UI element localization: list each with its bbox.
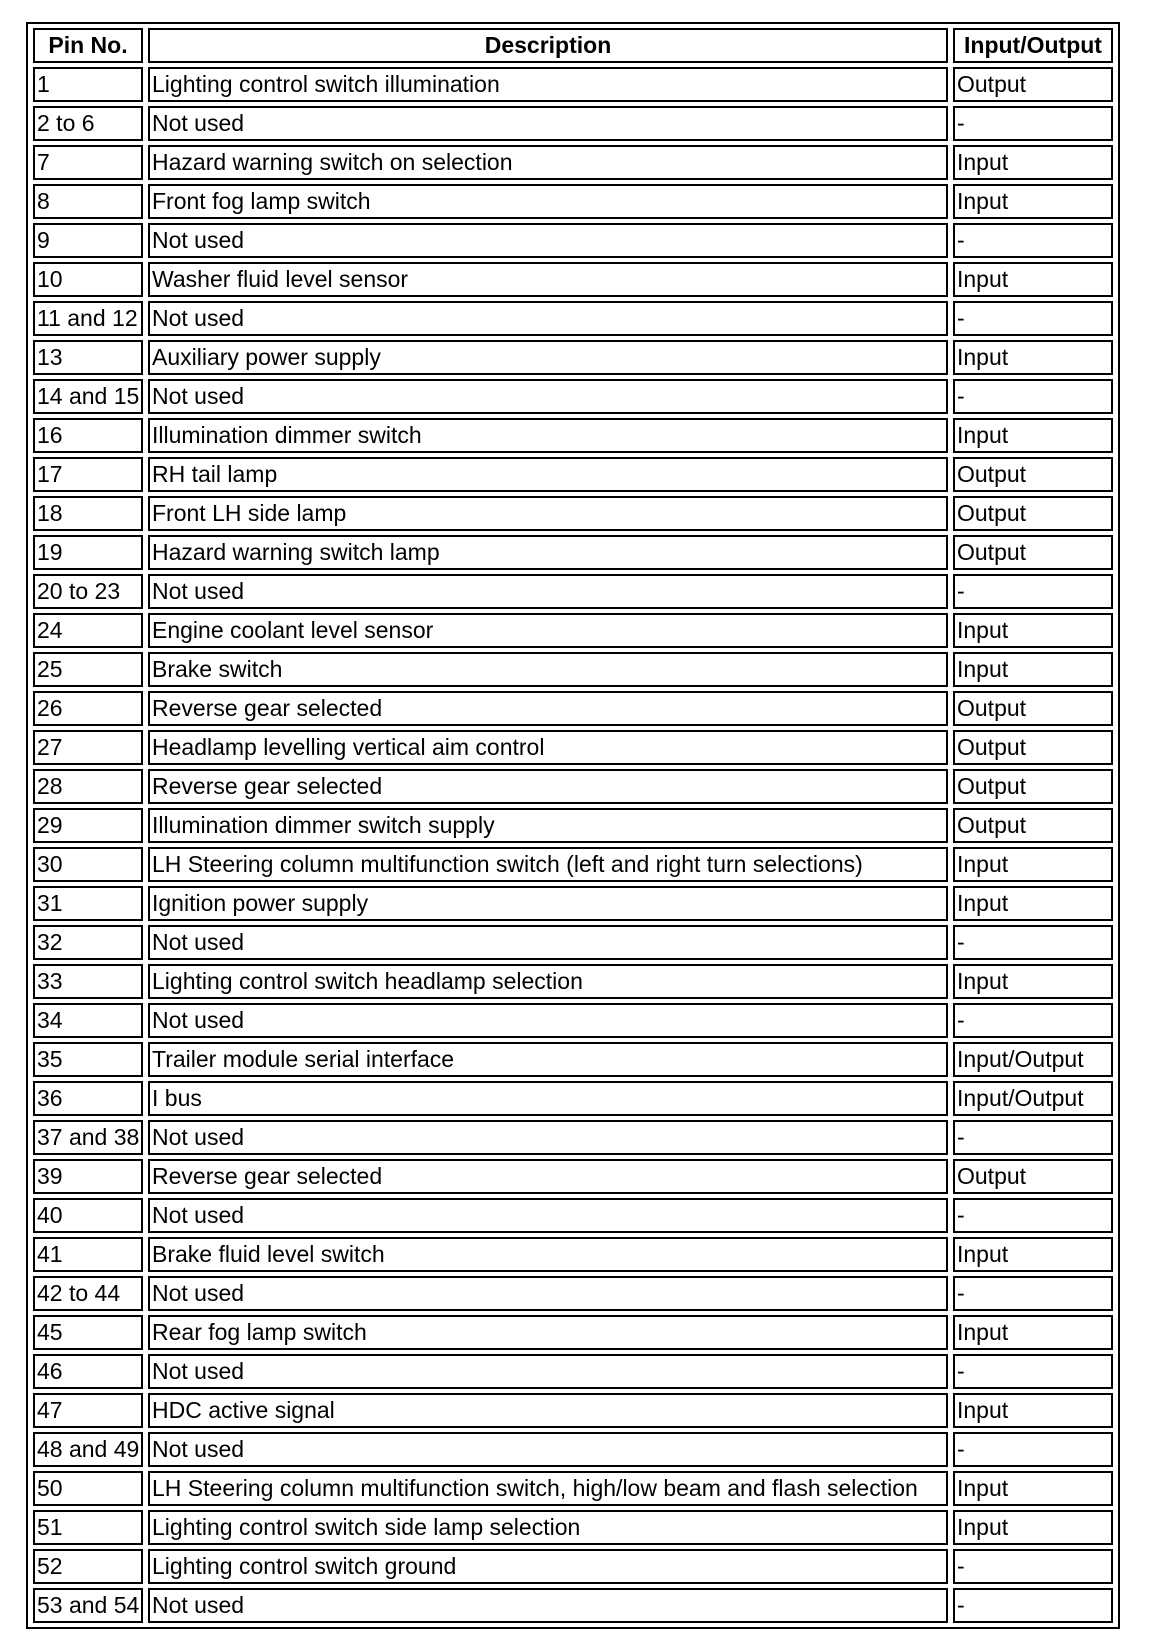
description-cell: Lighting control switch illumination [148, 67, 948, 102]
table-row [33, 106, 1113, 141]
pin-number-cell: 32 [33, 925, 143, 960]
table-row [33, 223, 1113, 258]
header-description: Description [148, 28, 948, 63]
description-cell: LH Steering column multifunction switch (left and right turn selections) [148, 847, 948, 882]
description-cell: Front fog lamp switch [148, 184, 948, 219]
table-row [33, 1003, 1113, 1038]
input-output-cell: Input/Output [953, 1042, 1113, 1077]
table-row [33, 184, 1113, 219]
pin-number-cell: 37 and 38 [33, 1120, 143, 1155]
pin-number-cell: 41 [33, 1237, 143, 1272]
input-output-cell: Input [953, 847, 1113, 882]
description-cell: Reverse gear selected [148, 769, 948, 804]
pin-number-cell: 39 [33, 1159, 143, 1194]
table-row [33, 613, 1113, 648]
pin-number-cell: 1 [33, 67, 143, 102]
pin-number-cell: 48 and 49 [33, 1432, 143, 1467]
input-output-cell: Output [953, 730, 1113, 765]
table-row [33, 1237, 1113, 1272]
input-output-cell: Input [953, 1510, 1113, 1545]
table-row [33, 808, 1113, 843]
input-output-cell: Output [953, 691, 1113, 726]
description-cell: Headlamp levelling vertical aim control [148, 730, 948, 765]
pin-number-cell: 45 [33, 1315, 143, 1350]
table-row [33, 691, 1113, 726]
pin-number-cell: 14 and 15 [33, 379, 143, 414]
pin-number-cell: 40 [33, 1198, 143, 1233]
description-cell: RH tail lamp [148, 457, 948, 492]
pin-number-cell: 7 [33, 145, 143, 180]
pin-number-cell: 28 [33, 769, 143, 804]
description-cell: Not used [148, 925, 948, 960]
table-row [33, 1354, 1113, 1389]
input-output-cell: Input [953, 964, 1113, 999]
table-row [33, 1042, 1113, 1077]
table-row [33, 1393, 1113, 1428]
table-row [33, 1120, 1113, 1155]
table-row [33, 145, 1113, 180]
pin-number-cell: 36 [33, 1081, 143, 1116]
table-row [33, 1471, 1113, 1506]
input-output-cell: Input/Output [953, 1081, 1113, 1116]
pin-number-cell: 16 [33, 418, 143, 453]
pin-number-cell: 50 [33, 1471, 143, 1506]
table-row [33, 301, 1113, 336]
table-row [33, 886, 1113, 921]
pin-number-cell: 8 [33, 184, 143, 219]
table-row [33, 535, 1113, 570]
input-output-cell: Output [953, 769, 1113, 804]
table-row [33, 262, 1113, 297]
input-output-cell: Output [953, 67, 1113, 102]
description-cell: Not used [148, 574, 948, 609]
input-output-cell: - [953, 574, 1113, 609]
input-output-cell: - [953, 1588, 1113, 1623]
input-output-cell: - [953, 925, 1113, 960]
description-cell: LH Steering column multifunction switch, high/low beam and flash selection [148, 1471, 948, 1506]
pin-number-cell: 20 to 23 [33, 574, 143, 609]
description-cell: Reverse gear selected [148, 691, 948, 726]
pin-number-cell: 13 [33, 340, 143, 375]
input-output-cell: - [953, 1003, 1113, 1038]
pin-number-cell: 2 to 6 [33, 106, 143, 141]
description-cell: Not used [148, 1276, 948, 1311]
input-output-cell: - [953, 1276, 1113, 1311]
pin-number-cell: 31 [33, 886, 143, 921]
input-output-cell: Input [953, 886, 1113, 921]
table-row [33, 1159, 1113, 1194]
description-cell: I bus [148, 1081, 948, 1116]
input-output-cell: Output [953, 496, 1113, 531]
table-row [33, 340, 1113, 375]
table-row [33, 769, 1113, 804]
input-output-cell: Input [953, 418, 1113, 453]
pin-number-cell: 42 to 44 [33, 1276, 143, 1311]
pin-table [26, 22, 1120, 1629]
description-cell: Not used [148, 301, 948, 336]
table-row [33, 379, 1113, 414]
description-cell: Not used [148, 1003, 948, 1038]
input-output-cell: - [953, 301, 1113, 336]
pin-number-cell: 9 [33, 223, 143, 258]
table-row [33, 1549, 1113, 1584]
table-body [33, 67, 1113, 1623]
description-cell: Auxiliary power supply [148, 340, 948, 375]
input-output-cell: Output [953, 1159, 1113, 1194]
table-row [33, 730, 1113, 765]
input-output-cell: Input [953, 613, 1113, 648]
input-output-cell: - [953, 379, 1113, 414]
description-cell: Not used [148, 379, 948, 414]
input-output-cell: - [953, 223, 1113, 258]
table-row [33, 1432, 1113, 1467]
input-output-cell: - [953, 1354, 1113, 1389]
table-row [33, 1315, 1113, 1350]
description-cell: Front LH side lamp [148, 496, 948, 531]
input-output-cell: Input [953, 262, 1113, 297]
pin-number-cell: 47 [33, 1393, 143, 1428]
pin-number-cell: 10 [33, 262, 143, 297]
input-output-cell: Input [953, 1315, 1113, 1350]
pin-number-cell: 34 [33, 1003, 143, 1038]
input-output-cell: Input [953, 184, 1113, 219]
pin-number-cell: 33 [33, 964, 143, 999]
table-row [33, 1588, 1113, 1623]
table-row [33, 652, 1113, 687]
table-row [33, 925, 1113, 960]
input-output-cell: Output [953, 808, 1113, 843]
table-row [33, 457, 1113, 492]
input-output-cell: Output [953, 457, 1113, 492]
pin-number-cell: 29 [33, 808, 143, 843]
description-cell: Brake switch [148, 652, 948, 687]
input-output-cell: - [953, 1432, 1113, 1467]
pin-number-cell: 26 [33, 691, 143, 726]
table-row [33, 1081, 1113, 1116]
description-cell: Not used [148, 106, 948, 141]
description-cell: Not used [148, 1588, 948, 1623]
input-output-cell: - [953, 1120, 1113, 1155]
input-output-cell: Output [953, 535, 1113, 570]
input-output-cell: - [953, 1198, 1113, 1233]
pin-number-cell: 19 [33, 535, 143, 570]
input-output-cell: Input [953, 145, 1113, 180]
header-pin-no: Pin No. [33, 28, 143, 63]
pin-number-cell: 11 and 12 [33, 301, 143, 336]
input-output-cell: Input [953, 652, 1113, 687]
table-row [33, 496, 1113, 531]
header-input-output: Input/Output [953, 28, 1113, 63]
description-cell: Hazard warning switch lamp [148, 535, 948, 570]
description-cell: Not used [148, 1354, 948, 1389]
pin-number-cell: 17 [33, 457, 143, 492]
pin-number-cell: 25 [33, 652, 143, 687]
description-cell: Trailer module serial interface [148, 1042, 948, 1077]
description-cell: Not used [148, 223, 948, 258]
input-output-cell: - [953, 1549, 1113, 1584]
description-cell: Not used [148, 1120, 948, 1155]
pin-number-cell: 35 [33, 1042, 143, 1077]
description-cell: HDC active signal [148, 1393, 948, 1428]
description-cell: Washer fluid level sensor [148, 262, 948, 297]
pin-number-cell: 51 [33, 1510, 143, 1545]
table-row [33, 1510, 1113, 1545]
pin-number-cell: 53 and 54 [33, 1588, 143, 1623]
input-output-cell: Input [953, 1393, 1113, 1428]
description-cell: Ignition power supply [148, 886, 948, 921]
pin-number-cell: 18 [33, 496, 143, 531]
input-output-cell: - [953, 106, 1113, 141]
table-header-row [33, 28, 1113, 63]
pin-number-cell: 30 [33, 847, 143, 882]
pin-number-cell: 27 [33, 730, 143, 765]
description-cell: Reverse gear selected [148, 1159, 948, 1194]
description-cell: Not used [148, 1432, 948, 1467]
description-cell: Illumination dimmer switch supply [148, 808, 948, 843]
table-row [33, 1276, 1113, 1311]
table-row [33, 574, 1113, 609]
description-cell: Illumination dimmer switch [148, 418, 948, 453]
table-row [33, 1198, 1113, 1233]
table-row [33, 418, 1113, 453]
input-output-cell: Input [953, 340, 1113, 375]
description-cell: Engine coolant level sensor [148, 613, 948, 648]
description-cell: Lighting control switch side lamp selection [148, 1510, 948, 1545]
input-output-cell: Input [953, 1471, 1113, 1506]
description-cell: Brake fluid level switch [148, 1237, 948, 1272]
pin-number-cell: 46 [33, 1354, 143, 1389]
pin-number-cell: 52 [33, 1549, 143, 1584]
table-row [33, 847, 1113, 882]
table-row [33, 67, 1113, 102]
description-cell: Rear fog lamp switch [148, 1315, 948, 1350]
table-row [33, 964, 1113, 999]
description-cell: Hazard warning switch on selection [148, 145, 948, 180]
description-cell: Lighting control switch headlamp selection [148, 964, 948, 999]
description-cell: Not used [148, 1198, 948, 1233]
input-output-cell: Input [953, 1237, 1113, 1272]
pin-number-cell: 24 [33, 613, 143, 648]
description-cell: Lighting control switch ground [148, 1549, 948, 1584]
